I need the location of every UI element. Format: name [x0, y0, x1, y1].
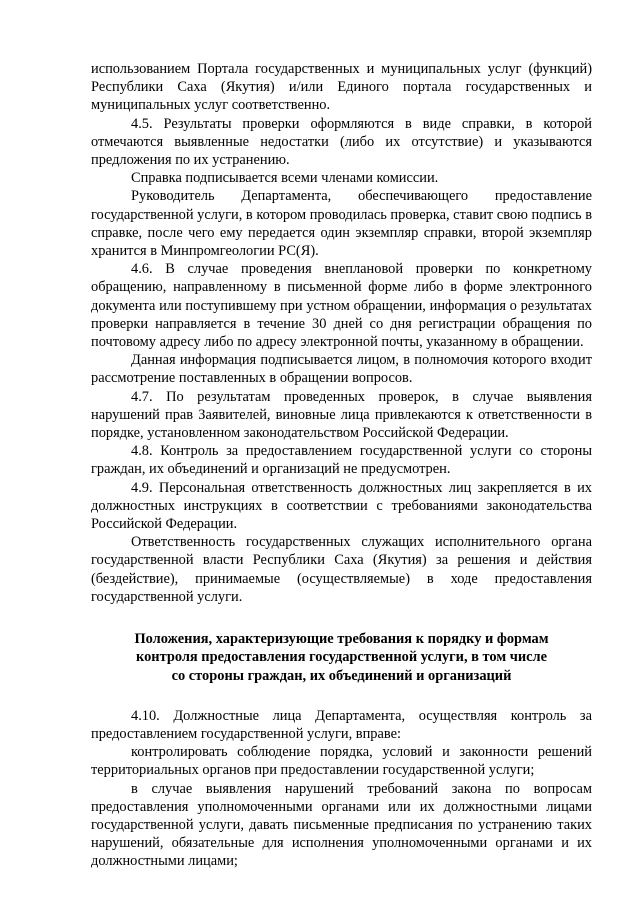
paragraph-4-6: 4.6. В случае проведения внеплановой проверки по конкретному обращению, направленному в письменной форме либо в форме электронного документа или поступившему при устном обращении, информация о результатах проверки направляется в течение 30 дней со дня регистрации обращения по почтовому адресу либо по адресу электронной почты, указанному в обращении.	[91, 261, 592, 351]
section-heading-line-1: Положения, характеризующие требования к порядку и формам	[134, 631, 549, 648]
paragraph-control-compliance: контролировать соблюдение порядка, условий и законности решений территориальных органов при предоставлении государственной услуги;	[91, 744, 592, 779]
paragraph-signature-note: Справка подписывается всеми членами комиссии.	[131, 170, 439, 187]
paragraph-continuation: использованием Портала государственных и муниципальных услуг (функций) Республики Саха (Якутия) и/или Единого портала государственных и муниципальных услуг соответственно.	[91, 61, 592, 114]
section-heading-line-2: контроля предоставления государственной услуги, в том числе	[136, 649, 547, 666]
section-heading	[91, 630, 592, 685]
paragraph-responsibility: Ответственность государственных служащих исполнительного органа государственной власти Республики Саха (Якутия) за решения и действия (бездействие), принимаемые (осуществляемые) в ходе предоставления государственной услуги.	[91, 534, 592, 605]
text-after-heading	[91, 707, 592, 871]
paragraph-4-5: 4.5. Результаты проверки оформляются в виде справки, в которой отмечаются выявленные недостатки (либо их отсутствие) и указываются предложения по их устранению.	[91, 115, 592, 169]
paragraph-head-of-department: Руководитель Департамента, обеспечивающего предоставление государственной услуги, в котором проводилась проверка, ставит свою подпись в справке, после чего ему передается один экземпляр справки, второй экземпляр хранится в Минпромгеологии РС(Я).	[91, 188, 592, 260]
section-heading-line-3: со стороны граждан, их объединений и организаций	[171, 667, 512, 684]
paragraph-4-10: 4.10. Должностные лица Департамента, осуществляя контроль за предоставлением государственной услуги, вправе:	[91, 707, 592, 742]
paragraph-info-signed: Данная информация подписывается лицом, в полномочия которого входит рассмотрение поставленных в обращении вопросов.	[91, 352, 592, 387]
paragraph-4-9: 4.9. Персональная ответственность должностных лиц закрепляется в их должностных инструкциях в соответствии с требованиями законодательства Российской Федерации.	[91, 479, 592, 533]
text-before-heading	[91, 60, 592, 606]
paragraph-4-8: 4.8. Контроль за предоставлением государственной услуги со стороны граждан, их объединений и организаций не предусмотрен.	[91, 443, 592, 478]
paragraph-violations: в случае выявления нарушений требований закона по вопросам предоставления уполномоченными органами или их должностными лицами государственной услуги, давать письменные предписания по устранению таких нарушений, обязательные для исполнения уполномоченными органами и их должностными лицами;	[91, 780, 592, 870]
paragraph-4-7: 4.7. По результатам проведенных проверок, в случае выявления нарушений прав Заявителей, виновные лица привлекаются к ответственности в порядке, установленном законодательством Российской Федерации.	[91, 388, 592, 442]
